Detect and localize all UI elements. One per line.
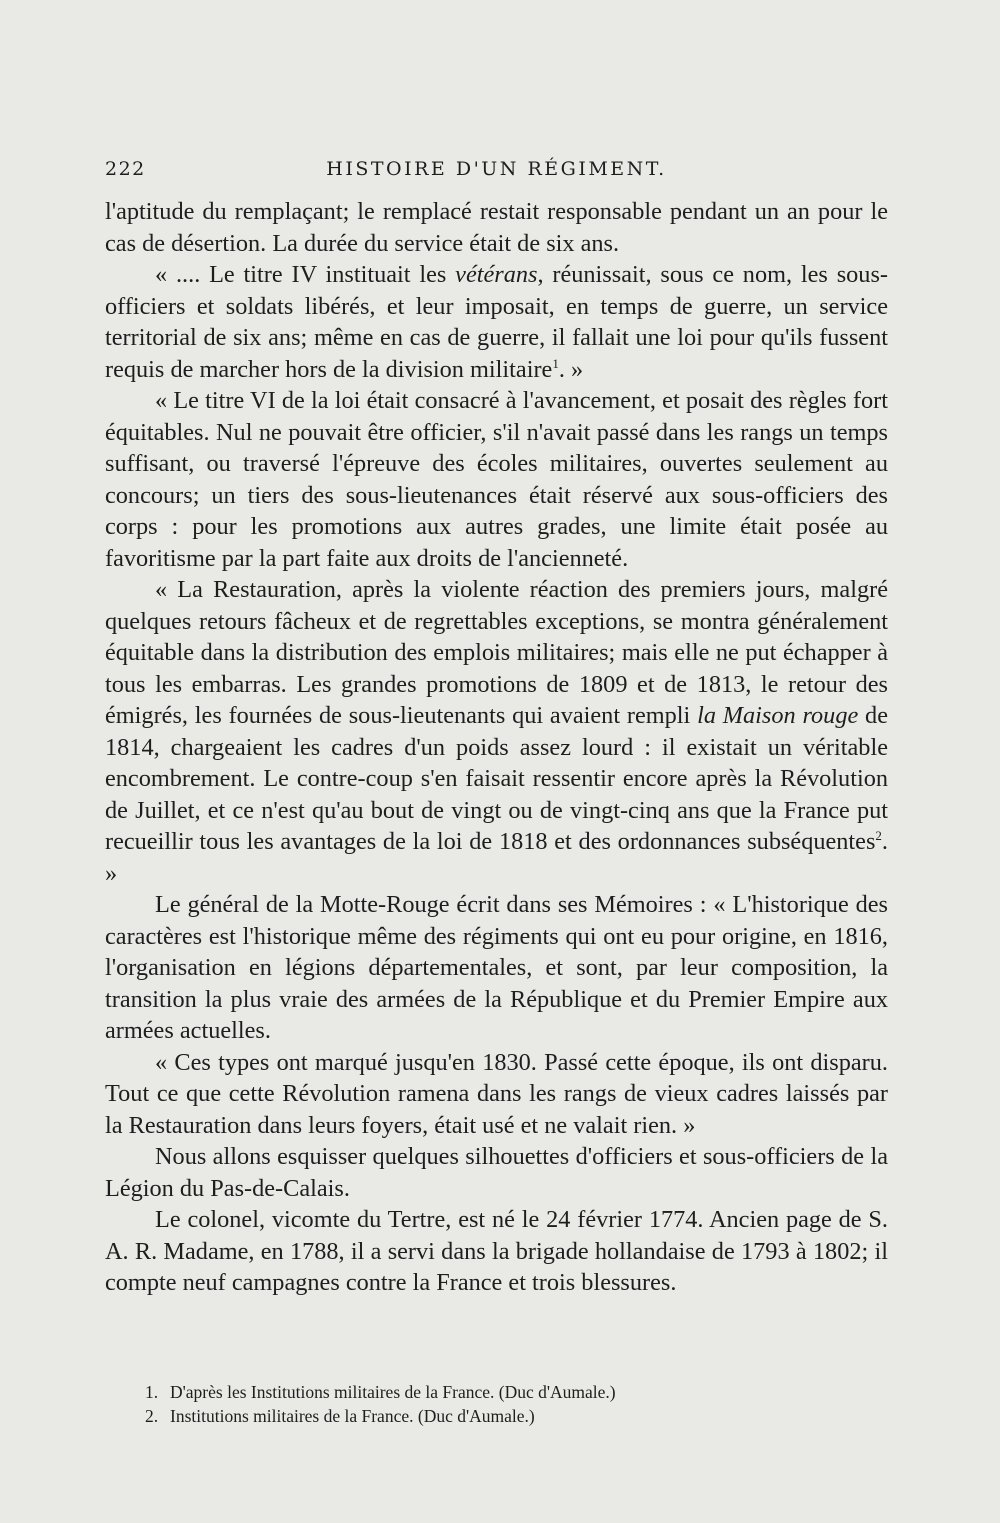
paragraph <box>105 1204 888 1299</box>
text-run: « Ces types ont marqué jusqu'en 1830. Passé cette époque, ils ont disparu. Tout ce que cette Révolution ramena dans les rangs de vieux cadres laissés par la Restauration dans leurs foyers, était usé et ne valait rien. » <box>105 1048 888 1139</box>
footnote-text: D'après les Institutions militaires de la France. (Duc d'Aumale.) <box>170 1382 616 1402</box>
text-run: Nous allons esquisser quelques silhouettes d'officiers et sous-officiers de la Légion du Pas-de-Calais. <box>105 1143 888 1202</box>
text-run: . » <box>558 355 584 383</box>
text-run: . » <box>105 828 888 887</box>
paragraph <box>105 196 888 259</box>
text-run: Le colonel, vicomte du Tertre, est né le 24 février 1774. Ancien page de S. A. R. Madame, en 1788, il a servi dans la brigade hollandaise de 1793 à 1802; il compte neuf campagnes contre la France et trois blessures. <box>105 1206 888 1296</box>
page-number: 222 <box>105 158 146 180</box>
paragraph <box>105 574 888 889</box>
text-run: « La Restauration, après la violente réaction des premiers jours, malgré quelques retours fâcheux et de regrettables exceptions, se montra généralement équitable dans la distribution des emplois militaires; mais elle ne put échapper à tous les embarras. Les grandes promotions de 1809 et de 1813, le retour des émigrés, les fournées de sous-lieutenants qui avaient rempli <box>105 576 888 729</box>
paragraph <box>105 889 888 1047</box>
footnote-text: Institutions militaires de la France. (Duc d'Aumale.) <box>170 1406 535 1426</box>
paragraph <box>105 259 888 385</box>
text-run: « Le titre VI de la loi était consacré à l'avancement, et posait des règles fort équitables. Nul ne pouvait être officier, s'il n'avait passé dans les rangs un temps suffisant, ou traversé l'épreuve des écoles militaires, ouvertes seulement au concours; un tiers des sous-lieutenances était réservé aux sous-officiers des corps : pour les promotions aux autres grades, une limite était posée au favoritisme par la part faite aux droits de l'ancienneté. <box>105 387 888 572</box>
footnote-number: 2. <box>145 1406 159 1426</box>
footnote <box>145 1380 885 1404</box>
paragraph <box>105 385 888 574</box>
footnotes <box>145 1380 885 1428</box>
text-run: Le général de la Motte-Rouge écrit dans ses Mémoires : « L'historique des caractères est l'historique même des régiments qui ont eu pour origine, en 1816, l'organisation en légions départementales, et sont, par leur composition, la transition la plus vraie des armées de la République et du Premier Empire aux armées actuelles. <box>105 891 888 1044</box>
running-title: HISTOIRE D'UN RÉGIMENT. <box>326 158 667 180</box>
text-run: « .... Le titre IV instituait les <box>155 261 456 288</box>
footnote-number: 1. <box>145 1382 159 1402</box>
text-run: , réunissait, sous ce nom, les sous-officiers et soldats libérés, et leur imposait, en temps de guerre, un service territorial de six ans; même en cas de guerre, il fallait une loi pour qu'ils fussent requis de marcher hors de la division militaire <box>105 261 889 383</box>
italic-text: vétérans <box>455 261 538 288</box>
text-run: de 1814, chargeaient les cadres d'un poids assez lourd : il existait un véritable encombrement. Le contre-coup s'en faisait ressentir encore après la Révolution de Juillet, et ce n'est qu'au bout de vingt ou de vingt-cinq ans que la France put recueillir tous les avantages de la loi de 1818 et des ordonnances subséquentes <box>105 702 888 855</box>
footnote <box>145 1404 885 1428</box>
footnote-ref: 1 <box>552 355 559 371</box>
paragraph <box>105 1047 888 1142</box>
italic-text: la Maison rouge <box>697 702 859 729</box>
running-header <box>105 158 888 190</box>
body-text <box>105 196 888 1299</box>
paragraph <box>105 1141 888 1204</box>
footnote-ref: 2 <box>875 827 882 843</box>
text-run: l'aptitude du remplaçant; le remplacé restait responsable pendant un an pour le cas de désertion. La durée du service était de six ans. <box>105 198 888 257</box>
